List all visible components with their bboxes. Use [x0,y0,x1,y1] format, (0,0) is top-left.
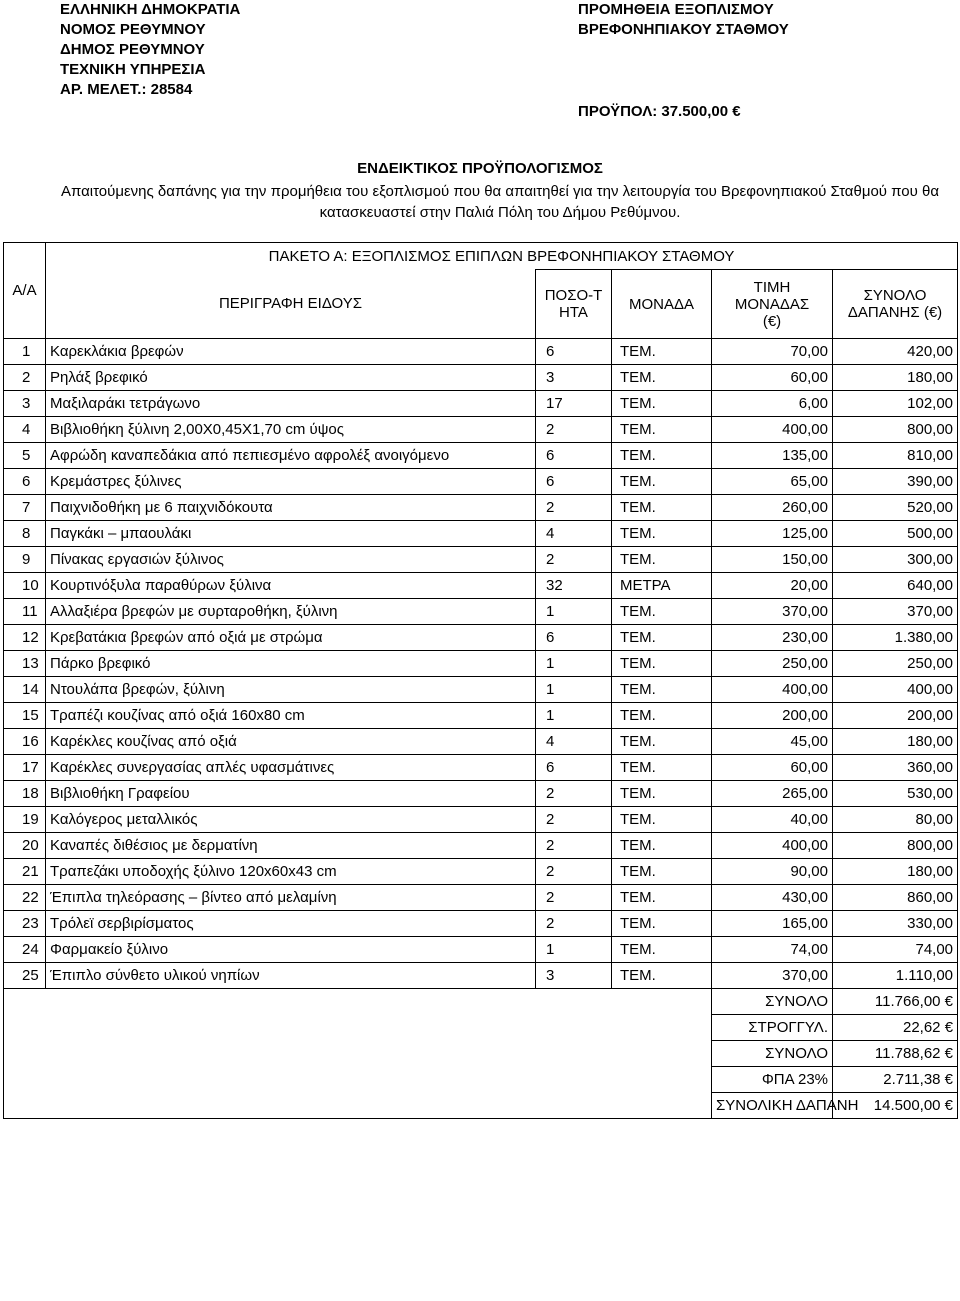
item-quantity: 2 [536,833,612,859]
table-row [4,859,958,885]
summary-label: ΦΠΑ 23% [712,1067,833,1093]
document-description: Απαιτούμενης δαπάνης για την προμήθεια του εξοπλισμού που θα απαιτηθεί για την λειτουργία του Βρεφονηπιακού Σταθμού που θα κατασκευαστεί στην Παλιά Πόλη του Δήμου Ρεθύμνου. [60,183,940,221]
row-number: 18 [4,781,46,807]
item-unit: ΤΕΜ. [612,833,712,859]
col-header-description: ΠΕΡΙΓΡΑΦΗ ΕΙΔΟΥΣ [46,270,536,339]
item-total: 390,00 [833,469,958,495]
table-row [4,963,958,989]
table-row [4,573,958,599]
summary-value: 11.766,00 € [833,989,958,1015]
row-number: 1 [4,339,46,365]
table-row [4,391,958,417]
item-quantity: 1 [536,651,612,677]
item-unit: ΤΕΜ. [612,677,712,703]
summary-blank-area [4,989,712,1119]
item-unit-price: 90,00 [712,859,833,885]
item-total: 800,00 [833,833,958,859]
summary-label: ΣΤΡΟΓΓΥΛ. [712,1015,833,1041]
item-unit-price: 165,00 [712,911,833,937]
summary-row [4,989,958,1015]
item-unit: ΤΕΜ. [612,625,712,651]
item-total: 810,00 [833,443,958,469]
item-unit: ΤΕΜ. [612,599,712,625]
item-total: 300,00 [833,547,958,573]
item-unit-price: 230,00 [712,625,833,651]
column-header-row [4,270,958,339]
item-description: Έπιπλο σύνθετο υλικού νηπίων [46,963,536,989]
item-quantity: 2 [536,911,612,937]
table-row [4,547,958,573]
header-right [578,0,789,40]
item-total: 180,00 [833,729,958,755]
item-unit: ΤΕΜ. [612,781,712,807]
item-unit: ΤΕΜ. [612,547,712,573]
item-unit: ΤΕΜ. [612,729,712,755]
item-unit: ΤΕΜ. [612,469,712,495]
col-header-quantity: ΠΟΣΟ-ΤΗΤΑ [536,270,612,339]
summary-value: 2.711,38 € [833,1067,958,1093]
item-unit-price: 135,00 [712,443,833,469]
header-line: ΕΛΛΗΝΙΚΗ ΔΗΜΟΚΡΑΤΙΑ [60,1,241,18]
item-quantity: 6 [536,469,612,495]
item-total: 800,00 [833,417,958,443]
table-row [4,755,958,781]
table-row [4,677,958,703]
row-number: 7 [4,495,46,521]
col-header-aa: Α/Α [4,243,46,339]
package-header-row [4,243,958,270]
item-quantity: 2 [536,885,612,911]
table-row [4,807,958,833]
item-unit-price: 125,00 [712,521,833,547]
table-row [4,339,958,365]
table-row [4,703,958,729]
header-line: ΤΕΧΝΙΚΗ ΥΠΗΡΕΣΙΑ [60,61,206,78]
row-number: 17 [4,755,46,781]
item-quantity: 4 [536,729,612,755]
item-unit: ΤΕΜ. [612,755,712,781]
row-number: 16 [4,729,46,755]
item-description: Καλόγερος μεταλλικός [46,807,536,833]
row-number: 4 [4,417,46,443]
item-description: Καναπές διθέσιος με δερματίνη [46,833,536,859]
item-unit-price: 265,00 [712,781,833,807]
item-unit: ΜΕΤΡΑ [612,573,712,599]
item-quantity: 2 [536,781,612,807]
item-description: Κουρτινόξυλα παραθύρων ξύλινα [46,573,536,599]
item-unit-price: 70,00 [712,339,833,365]
item-description: Καρεκλάκια βρεφών [46,339,536,365]
row-number: 24 [4,937,46,963]
item-total: 1.110,00 [833,963,958,989]
item-quantity: 6 [536,339,612,365]
item-unit: ΤΕΜ. [612,859,712,885]
summary-label: ΣΥΝΟΛΟ [712,1041,833,1067]
table-row [4,417,958,443]
item-unit-price: 370,00 [712,599,833,625]
item-quantity: 6 [536,625,612,651]
table-row [4,443,958,469]
project-title-line: ΠΡΟΜΗΘΕΙΑ ΕΞΟΠΛΙΣΜΟΥ [578,1,774,18]
item-quantity: 1 [536,937,612,963]
item-total: 500,00 [833,521,958,547]
item-total: 250,00 [833,651,958,677]
item-quantity: 6 [536,755,612,781]
study-number: ΑΡ. ΜΕΛΕΤ.: 28584 [60,81,193,98]
item-description: Έπιπλα τηλεόρασης – βίντεο από μελαμίνη [46,885,536,911]
cost-table [3,242,958,1119]
item-unit: ΤΕΜ. [612,417,712,443]
item-description: Τραπεζάκι υποδοχής ξύλινο 120x60x43 cm [46,859,536,885]
table-row [4,833,958,859]
item-unit: ΤΕΜ. [612,391,712,417]
item-description: Βιβλιοθήκη ξύλινη 2,00Χ0,45Χ1,70 cm ύψος [46,417,536,443]
item-total: 360,00 [833,755,958,781]
item-quantity: 3 [536,963,612,989]
table-row [4,885,958,911]
col-header-total: ΣΥΝΟΛΟ ΔΑΠΑΝΗΣ (€) [833,270,958,339]
item-unit: ΤΕΜ. [612,339,712,365]
item-description: Μαξιλαράκι τετράγωνο [46,391,536,417]
item-unit-price: 370,00 [712,963,833,989]
item-unit: ΤΕΜ. [612,963,712,989]
item-total: 640,00 [833,573,958,599]
summary-value: 22,62 € [833,1015,958,1041]
item-description: Παγκάκι – μπαουλάκι [46,521,536,547]
project-title-line: ΒΡΕΦΟΝΗΠΙΑΚΟΥ ΣΤΑΘΜΟΥ [578,21,789,38]
item-description: Πίνακας εργασιών ξύλινος [46,547,536,573]
summary-value: 11.788,62 € [833,1041,958,1067]
item-unit-price: 60,00 [712,365,833,391]
row-number: 9 [4,547,46,573]
item-unit-price: 400,00 [712,677,833,703]
item-quantity: 2 [536,859,612,885]
item-unit-price: 400,00 [712,417,833,443]
item-quantity: 32 [536,573,612,599]
row-number: 15 [4,703,46,729]
item-total: 400,00 [833,677,958,703]
item-unit-price: 430,00 [712,885,833,911]
item-quantity: 1 [536,703,612,729]
item-description: Ντουλάπα βρεφών, ξύλινη [46,677,536,703]
table-row [4,911,958,937]
row-number: 8 [4,521,46,547]
item-unit-price: 20,00 [712,573,833,599]
item-description: Ρηλάξ βρεφικό [46,365,536,391]
header-line: ΔΗΜΟΣ ΡΕΘΥΜΝΟΥ [60,41,205,58]
budget-amount: ΠΡΟΫΠΟΛ: 37.500,00 € [578,103,741,120]
table-row [4,729,958,755]
item-unit: ΤΕΜ. [612,521,712,547]
item-description: Παιχνιδοθήκη με 6 παιχνιδόκουτα [46,495,536,521]
row-number: 10 [4,573,46,599]
item-unit-price: 74,00 [712,937,833,963]
table-row [4,937,958,963]
item-description: Αλλαξιέρα βρεφών με συρταροθήκη, ξύλινη [46,599,536,625]
col-header-unit: ΜΟΝΑΔΑ [612,270,712,339]
row-number: 20 [4,833,46,859]
item-unit: ΤΕΜ. [612,651,712,677]
item-description: Καρέκλες κουζίνας από οξιά [46,729,536,755]
row-number: 14 [4,677,46,703]
item-unit: ΤΕΜ. [612,807,712,833]
item-description: Κρεμάστρες ξύλινες [46,469,536,495]
item-quantity: 1 [536,599,612,625]
item-total: 520,00 [833,495,958,521]
item-quantity: 2 [536,807,612,833]
item-unit-price: 65,00 [712,469,833,495]
row-number: 22 [4,885,46,911]
summary-label: ΣΥΝΟΛΟ [712,989,833,1015]
item-total: 74,00 [833,937,958,963]
item-unit-price: 260,00 [712,495,833,521]
item-total: 1.380,00 [833,625,958,651]
item-unit: ΤΕΜ. [612,443,712,469]
summary-value: 14.500,00 € [833,1093,958,1119]
item-unit: ΤΕΜ. [612,911,712,937]
table-row [4,469,958,495]
item-total: 180,00 [833,365,958,391]
row-number: 12 [4,625,46,651]
item-quantity: 6 [536,443,612,469]
row-number: 6 [4,469,46,495]
item-description: Τραπέζι κουζίνας από οξιά 160x80 cm [46,703,536,729]
item-total: 330,00 [833,911,958,937]
row-number: 2 [4,365,46,391]
item-quantity: 4 [536,521,612,547]
item-unit-price: 6,00 [712,391,833,417]
row-number: 19 [4,807,46,833]
table-row [4,781,958,807]
item-description: Τρόλεϊ σερβιρίσματος [46,911,536,937]
item-unit-price: 60,00 [712,755,833,781]
table-row [4,365,958,391]
item-unit: ΤΕΜ. [612,885,712,911]
row-number: 13 [4,651,46,677]
table-row [4,625,958,651]
item-total: 80,00 [833,807,958,833]
table-row [4,521,958,547]
item-total: 200,00 [833,703,958,729]
item-total: 860,00 [833,885,958,911]
item-quantity: 17 [536,391,612,417]
item-unit-price: 250,00 [712,651,833,677]
summary-body [4,989,958,1119]
row-number: 11 [4,599,46,625]
item-quantity: 2 [536,495,612,521]
item-description: Καρέκλες συνεργασίας απλές υφασμάτινες [46,755,536,781]
row-number: 25 [4,963,46,989]
header-line: ΝΟΜΟΣ ΡΕΘΥΜΝΟΥ [60,21,206,38]
item-total: 530,00 [833,781,958,807]
item-unit: ΤΕΜ. [612,495,712,521]
header-left [60,0,240,100]
item-total: 420,00 [833,339,958,365]
table-row [4,599,958,625]
item-description: Κρεβατάκια βρεφών από οξιά με στρώμα [46,625,536,651]
table-body [4,339,958,989]
row-number: 21 [4,859,46,885]
item-unit: ΤΕΜ. [612,703,712,729]
item-unit: ΤΕΜ. [612,937,712,963]
item-quantity: 2 [536,417,612,443]
item-unit-price: 150,00 [712,547,833,573]
row-number: 23 [4,911,46,937]
col-header-unit-price: ΤΙΜΗ ΜΟΝΑΔΑΣ (€) [712,270,833,339]
row-number: 3 [4,391,46,417]
item-description: Πάρκο βρεφικό [46,651,536,677]
item-quantity: 2 [536,547,612,573]
item-description: Βιβλιοθήκη Γραφείου [46,781,536,807]
row-number: 5 [4,443,46,469]
table-row [4,651,958,677]
item-unit-price: 45,00 [712,729,833,755]
item-total: 102,00 [833,391,958,417]
document-title: ΕΝΔΕΙΚΤΙΚΟΣ ΠΡΟΫΠΟΛΟΓΙΣΜΟΣ [357,160,603,177]
item-quantity: 1 [536,677,612,703]
item-total: 370,00 [833,599,958,625]
table-row [4,495,958,521]
item-total: 180,00 [833,859,958,885]
package-title: ΠΑΚΕΤΟ Α: ΕΞΟΠΛΙΣΜΟΣ ΕΠΙΠΛΩΝ ΒΡΕΦΟΝΗΠΙΑΚΟΥ ΣΤΑΘΜΟΥ [46,243,958,270]
item-description: Αφρώδη καναπεδάκια από πεπιεσμένο αφρολέξ ανοιγόμενο [46,443,536,469]
item-unit-price: 40,00 [712,807,833,833]
item-unit-price: 200,00 [712,703,833,729]
item-unit-price: 400,00 [712,833,833,859]
item-unit: ΤΕΜ. [612,365,712,391]
item-description: Φαρμακείο ξύλινο [46,937,536,963]
item-quantity: 3 [536,365,612,391]
summary-label: ΣΥΝΟΛΙΚΗ ΔΑΠΑΝΗ [712,1093,833,1119]
